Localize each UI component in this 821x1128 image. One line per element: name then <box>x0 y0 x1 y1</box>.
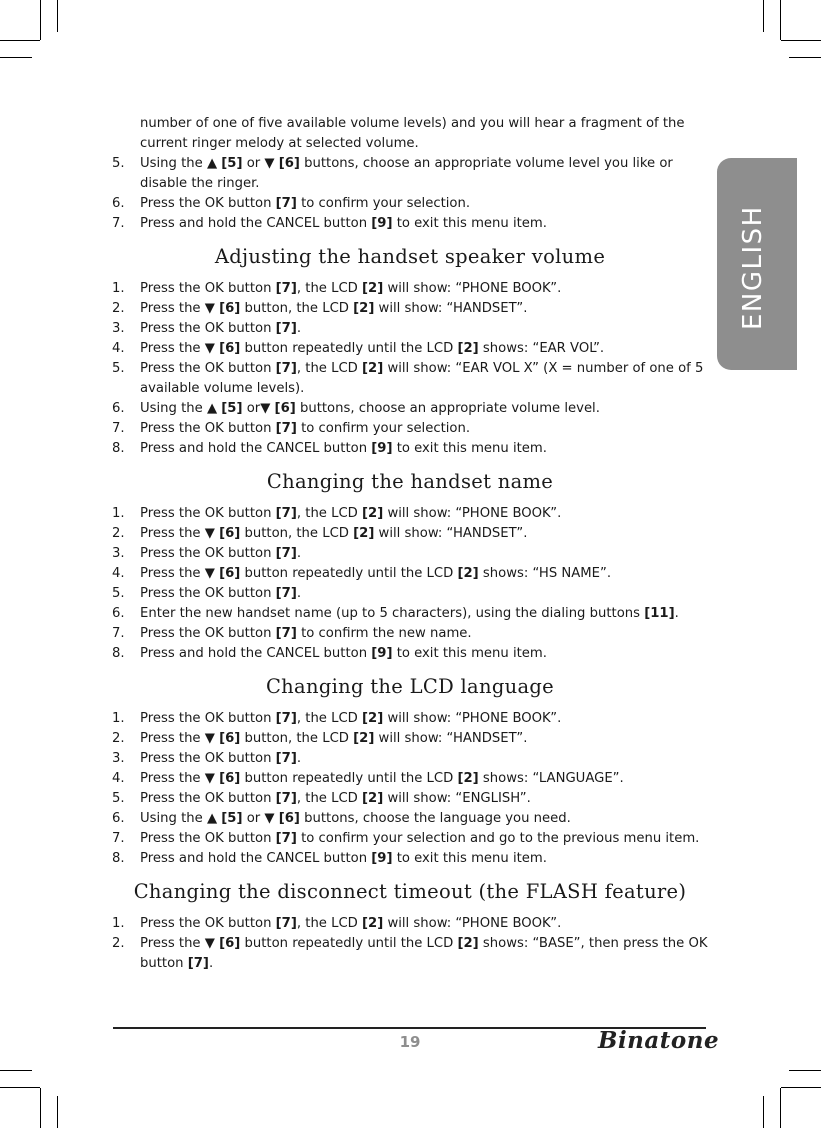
step-text: Press the OK button [7], the LCD [2] will show: “PHONE BOOK”. <box>140 506 562 521</box>
crop-mark <box>40 1088 41 1128</box>
step-number: 6. <box>112 196 125 211</box>
step-number: 3. <box>112 321 125 336</box>
step-text: Enter the new handset name (up to 5 characters), using the dialing buttons [11]. <box>140 606 679 621</box>
step-item <box>112 624 708 644</box>
step-item <box>112 604 708 624</box>
step-number: 6. <box>112 606 125 621</box>
step-number: 5. <box>112 156 125 171</box>
step-text: Press the OK button [7]. <box>140 321 302 336</box>
step-number: 4. <box>112 566 125 581</box>
step-number: 3. <box>112 546 125 561</box>
crop-mark <box>57 0 58 32</box>
intro-step-list <box>112 154 708 234</box>
step-text: Press the OK button [7], the LCD [2] will show: “PHONE BOOK”. <box>140 916 562 931</box>
step-number: 1. <box>112 281 125 296</box>
step-item <box>112 359 708 399</box>
step-text: Press the OK button [7], the LCD [2] will show: “ENGLISH”. <box>140 791 531 806</box>
step-list <box>112 504 708 664</box>
step-text: Press and hold the CANCEL button [9] to exit this menu item. <box>140 646 547 661</box>
step-text: Press the ▼ [6] button, the LCD [2] will show: “HANDSET”. <box>140 301 528 316</box>
step-item <box>112 564 708 584</box>
step-number: 2. <box>112 301 125 316</box>
step-number: 8. <box>112 851 125 866</box>
step-number: 1. <box>112 916 125 931</box>
step-number: 4. <box>112 341 125 356</box>
step-item <box>112 399 708 419</box>
step-item <box>112 194 708 214</box>
step-text: Press the OK button [7] to confirm your selection. <box>140 421 471 436</box>
manual-content <box>112 114 708 974</box>
step-item <box>112 914 708 934</box>
step-list <box>112 279 708 459</box>
crop-mark <box>780 1088 781 1128</box>
step-text: Press the ▼ [6] button repeatedly until the LCD [2] shows: “BASE”, then press the OK button [7]. <box>140 936 708 971</box>
step-item <box>112 299 708 319</box>
section-heading: Changing the disconnect timeout (the FLASH feature) <box>133 880 687 903</box>
section <box>112 677 708 869</box>
step-item <box>112 214 708 234</box>
step-text: Press the ▼ [6] button repeatedly until the LCD [2] shows: “EAR VOL”. <box>140 341 605 356</box>
crop-mark <box>781 1087 821 1088</box>
step-text: Using the ▲ [5] or ▼ [6] buttons, choose the language you need. <box>140 811 571 826</box>
step-number: 1. <box>112 711 125 726</box>
step-number: 6. <box>112 401 125 416</box>
step-text: Press the OK button [7] to confirm your selection. <box>140 196 471 211</box>
step-item <box>112 809 708 829</box>
step-number: 2. <box>112 526 125 541</box>
crop-mark <box>57 1096 58 1128</box>
step-number: 5. <box>112 586 125 601</box>
crop-mark <box>789 57 821 58</box>
section-heading: Changing the LCD language <box>265 675 555 698</box>
step-text: Press the OK button [7] to confirm your selection and go to the previous menu item. <box>140 831 700 846</box>
language-tab-label: ENGLISH <box>738 205 768 330</box>
step-text: Using the ▲ [5] or ▼ [6] buttons, choose an appropriate volume level you like or disable the ringer. <box>140 156 673 191</box>
step-item <box>112 749 708 769</box>
step-text: Press the OK button [7], the LCD [2] will show: “PHONE BOOK”. <box>140 281 562 296</box>
step-number: 2. <box>112 936 125 951</box>
step-text: Press the ▼ [6] button, the LCD [2] will show: “HANDSET”. <box>140 731 528 746</box>
section-heading: Changing the handset name <box>266 470 554 493</box>
crop-mark <box>40 0 41 40</box>
step-number: 3. <box>112 751 125 766</box>
crop-mark <box>789 1070 821 1071</box>
step-item <box>112 769 708 789</box>
step-text: Press and hold the CANCEL button [9] to exit this menu item. <box>140 441 547 456</box>
step-item <box>112 504 708 524</box>
step-text: Press the ▼ [6] button repeatedly until the LCD [2] shows: “HS NAME”. <box>140 566 612 581</box>
crop-mark <box>0 40 40 41</box>
crop-mark <box>763 0 764 32</box>
crop-mark <box>781 40 821 41</box>
step-text: Press the OK button [7], the LCD [2] will show: “PHONE BOOK”. <box>140 711 562 726</box>
crop-mark <box>763 1096 764 1128</box>
step-text: Press the OK button [7], the LCD [2] will show: “EAR VOL X” (X = number of one of 5 available volume levels). <box>140 361 704 396</box>
crop-mark <box>0 1087 40 1088</box>
step-item <box>112 319 708 339</box>
step-number: 4. <box>112 771 125 786</box>
step-number: 2. <box>112 731 125 746</box>
step-text: Press the OK button [7]. <box>140 546 302 561</box>
step-text: Press the ▼ [6] button repeatedly until the LCD [2] shows: “LANGUAGE”. <box>140 771 624 786</box>
step-item <box>112 279 708 299</box>
step-item <box>112 829 708 849</box>
step-item <box>112 849 708 869</box>
step-number: 8. <box>112 441 125 456</box>
step-list <box>112 709 708 869</box>
sections <box>112 247 708 974</box>
step-text: Press and hold the CANCEL button [9] to exit this menu item. <box>140 851 547 866</box>
step-number: 7. <box>112 626 125 641</box>
step-number: 7. <box>112 421 125 436</box>
step-item <box>112 644 708 664</box>
step-list <box>112 914 708 974</box>
step-number: 6. <box>112 811 125 826</box>
step-text: Press and hold the CANCEL button [9] to exit this menu item. <box>140 216 547 231</box>
page-number: 19 <box>399 1033 421 1051</box>
step-number: 7. <box>112 831 125 846</box>
step-item <box>112 729 708 749</box>
crop-mark <box>0 57 32 58</box>
step-text: Press the OK button [7] to confirm the new name. <box>140 626 472 641</box>
section <box>112 882 708 974</box>
section <box>112 247 708 459</box>
crop-mark <box>780 0 781 40</box>
step-item <box>112 439 708 459</box>
crop-mark <box>0 1070 32 1071</box>
step-text: Press the ▼ [6] button, the LCD [2] will show: “HANDSET”. <box>140 526 528 541</box>
step-item <box>112 524 708 544</box>
step-text: Using the ▲ [5] or▼ [6] buttons, choose an appropriate volume level. <box>140 401 600 416</box>
continued-paragraph: number of one of five available volume levels) and you will hear a fragment of the current ringer melody at selected volume. <box>140 116 685 151</box>
step-number: 5. <box>112 791 125 806</box>
step-item <box>112 789 708 809</box>
section-heading: Adjusting the handset speaker volume <box>214 245 606 268</box>
step-number: 1. <box>112 506 125 521</box>
step-number: 8. <box>112 646 125 661</box>
step-item <box>112 584 708 604</box>
step-item <box>112 419 708 439</box>
binatone-logo: Binatone <box>598 1027 720 1054</box>
step-item <box>112 154 708 194</box>
section <box>112 472 708 664</box>
step-number: 5. <box>112 361 125 376</box>
step-number: 7. <box>112 216 125 231</box>
step-text: Press the OK button [7]. <box>140 751 302 766</box>
step-item <box>112 709 708 729</box>
step-item <box>112 544 708 564</box>
step-text: Press the OK button [7]. <box>140 586 302 601</box>
step-item <box>112 339 708 359</box>
step-item <box>112 934 708 974</box>
